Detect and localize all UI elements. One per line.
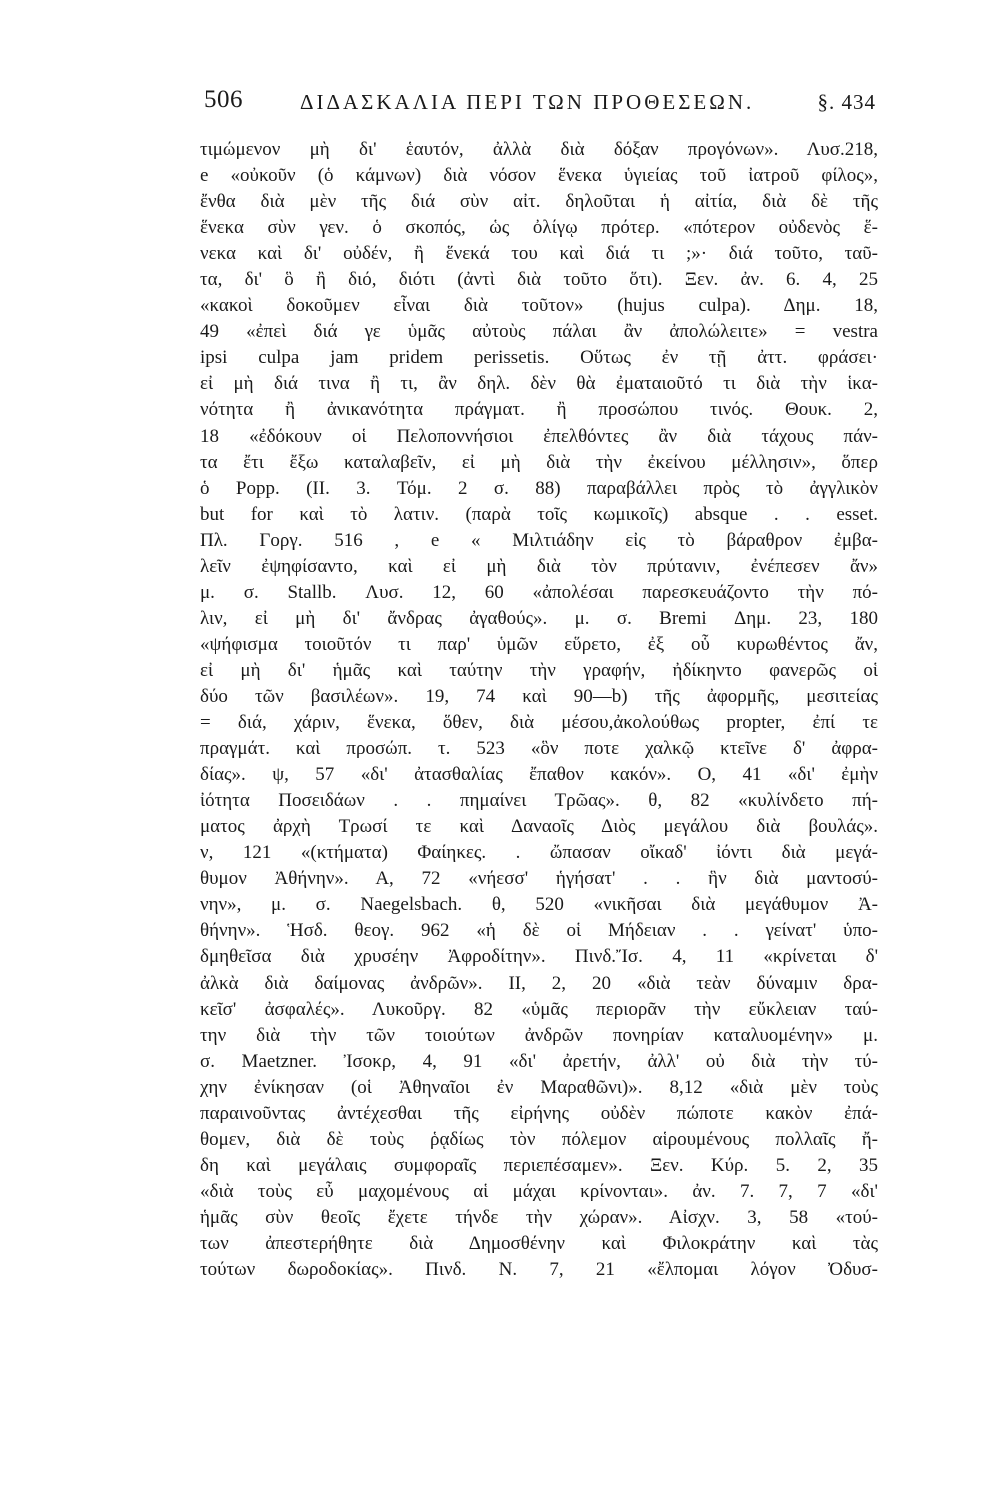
section-reference: §. 434 [817, 90, 876, 114]
text-line: λεῖν ἐψηφίσαντο, καὶ εἰ μὴ διὰ τὸν πρύτανιν, ἐνέπεσεν ἄν» [200, 555, 878, 577]
text-line: = διά, χάριν, ἕνεκα, ὅθεν, διὰ μέσου,ἀκολούθως propter, ἐπί τε [200, 712, 878, 734]
text-line: την διὰ τὴν τῶν τοιούτων ἀνδρῶν πονηρίαν καταλυομένην» μ. [200, 1024, 878, 1046]
running-head [200, 86, 880, 126]
text-line: δύο τῶν βασιλέων». 19, 74 καὶ 90—b) τῆς ἀφορμῆς, μεσιτείας [200, 685, 878, 707]
text-line: κεῖσ' ἀσφαλές». Λυκοῦργ. 82 «ὑμᾶς περιορᾶν τὴν εὔκλειαν ταύ- [200, 998, 878, 1020]
text-line: τα ἔτι ἔξω καταλαβεῖν, εἰ μὴ διὰ τὴν ἐκείνου μέλλησιν», ὅπερ [200, 451, 878, 473]
running-title: ΔΙΔΑΣΚΑΛΙΑ ΠΕΡΙ ΤΩΝ ΠΡΟΘΕΣΕΩΝ. [300, 90, 755, 114]
text-line: εἰ μὴ διά τινα ἢ τι, ἂν δηλ. δὲν θὰ ἐματαιοῦτό τι διὰ τὴν ἱκα- [200, 373, 878, 395]
text-line: δίας». ψ, 57 «δι' ἀτασθαλίας ἔπαθον κακόν». Ο, 41 «δι' ἐμὴν [200, 764, 878, 786]
body-text [200, 137, 878, 1283]
text-line: ἔνθα διὰ μὲν τῆς διά σὺν αἰτ. δηλοῦται ἡ αἰτία, διὰ δὲ τῆς [200, 191, 878, 213]
text-line: ἀλκὰ διὰ δαίμονας ἀνδρῶν». II, 2, 20 «διὰ τεὰν δύναμιν δρα- [200, 972, 878, 994]
text-line: ἰότητα Ποσειδάων . . πημαίνει Τρῶας». θ, 82 «κυλίνδετο πή- [200, 790, 878, 812]
text-line: ματος ἀρχὴ Τρωσί τε καὶ Δαναοῖς Διὸς μεγάλου διὰ βουλάς». [200, 816, 878, 838]
text-line: νότητα ἢ ἀνικανότητα πράγματ. ἢ προσώπου τινός. Θουκ. 2, [200, 399, 878, 421]
text-line: ἡμᾶς σὺν θεοῖς ἔχετε τήνδε τὴν χώραν». Αἰσχν. 3, 58 «τού- [200, 1206, 878, 1228]
text-line: Πλ. Γοργ. 516 , e « Μιλτιάδην εἰς τὸ βάραθρον ἐμβα- [200, 529, 878, 551]
text-line: σ. Maetzner. Ἰσοκρ, 4, 91 «δι' ἀρετήν, ἀλλ' οὐ διὰ τὴν τύ- [200, 1050, 878, 1072]
text-line: δη καὶ μεγάλαις συμφοραῖς περιεπέσαμεν». Ξεν. Κύρ. 5. 2, 35 [200, 1154, 878, 1176]
text-line: νην», μ. σ. Naegelsbach. θ, 520 «νικῆσαι διὰ μεγάθυμον Ἀ- [200, 894, 878, 916]
text-line: νεκα καὶ δι' οὐδέν, ἢ ἕνεκά του καὶ διά τι ;»· διά τοῦτο, ταῦ- [200, 243, 878, 265]
text-line: λιν, εἰ μὴ δι' ἄνδρας ἀγαθούς». μ. σ. Bremi Δημ. 23, 180 [200, 607, 878, 629]
text-line: 18 «ἐδόκουν οἱ Πελοποννήσιοι ἐπελθόντες ἂν διὰ τάχους πάν- [200, 425, 878, 447]
text-line: θυμον Ἀθήνην». Α, 72 «νήεσσ' ἡγήσατ' . . ἣν διὰ μαντοσύ- [200, 868, 878, 890]
text-line: εἰ μὴ δι' ἡμᾶς καὶ ταύτην τὴν γραφήν, ἠδίκηντο φανερῶς οἱ [200, 659, 878, 681]
text-line: ἕνεκα σὺν γεν. ὁ σκοπός, ὡς ὀλίγῳ πρότερ. «πότερον οὐδενὸς ἕ- [200, 217, 878, 239]
text-line: μ. σ. Stallb. Λυσ. 12, 60 «ἀπολέσαι παρεσκευάζοντο τὴν πό- [200, 581, 878, 603]
text-line: θήνην». Ἡσδ. θεογ. 962 «ἡ δὲ οἱ Μήδειαν . . γείνατ' ὑπο- [200, 920, 878, 942]
text-line: «ψήφισμα τοιοῦτόν τι παρ' ὑμῶν εὕρετο, ἐξ οὗ κυρωθέντος ἄν, [200, 633, 878, 655]
text-line: θομεν, διὰ δὲ τοὺς ῥᾳδίως τὸν πόλεμον αἱρουμένους πολλαῖς ἤ- [200, 1128, 878, 1150]
text-line: ὁ Popp. (II. 3. Τόμ. 2 σ. 88) παραβάλλει πρὸς τὸ ἀγγλικὸν [200, 477, 878, 499]
text-line: δμηθεῖσα διὰ χρυσέην Ἀφροδίτην». Πινδ.Ἴσ. 4, 11 «κρίνεται δ' [200, 946, 878, 968]
text-line: χην ἐνίκησαν (οἱ Ἀθηναῖοι ἐν Μαραθῶνι)». 8,12 «διὰ μὲν τοὺς [200, 1076, 878, 1098]
text-line: τιμώμενον μὴ δι' ἑαυτόν, ἀλλὰ διὰ δόξαν προγόνων». Λυσ.218, [200, 139, 878, 160]
page-number: 506 [204, 86, 243, 113]
text-line: πραγμάτ. καὶ προσώπ. τ. 523 «ὃν ποτε χαλκῷ κτεῖνε δ' ἀφρα- [200, 738, 878, 760]
text-line: των ἀπεστερήθητε διὰ Δημοσθένην καὶ Φιλοκράτην καὶ τὰς [200, 1232, 878, 1254]
text-line: «κακοὶ δοκοῦμεν εἶναι διὰ τοῦτον» (hujus culpa). Δημ. 18, [200, 295, 878, 317]
text-line: e «οὐκοῦν (ὁ κάμνων) διὰ νόσον ἕνεκα ὑγιείας τοῦ ἰατροῦ φίλος», [200, 165, 878, 187]
text-line: παραινοῦντας ἀντέχεσθαι τῆς εἰρήνης οὐδὲν πώποτε κακὸν ἐπά- [200, 1102, 878, 1124]
text-line: «διὰ τοὺς εὖ μαχομένους αἱ μάχαι κρίνονται». ἀν. 7. 7, 7 «δι' [200, 1180, 878, 1202]
text-line: ipsi culpa jam pridem perissetis. Οὕτως ἐν τῇ ἀττ. φράσει· [200, 347, 878, 369]
text-line: τα, δι' ὃ ἢ διό, διότι (ἀντὶ διὰ τοῦτο ὅτι). Ξεν. ἀν. 6. 4, 25 [200, 269, 878, 291]
text-line: τούτων δωροδοκίας». Πινδ. Ν. 7, 21 «ἔλπομαι λόγον Ὀδυσ- [200, 1259, 878, 1281]
text-line: ν, 121 «(κτήματα) Φαίηκες. . ὤπασαν οἴκαδ' ἰόντι διὰ μεγά- [200, 842, 878, 864]
text-line: but for καὶ τὸ λατιν. (παρὰ τοῖς κωμικοῖς) absque . . esset. [200, 503, 878, 525]
text-line: 49 «ἐπεὶ διά γε ὑμᾶς αὐτοὺς πάλαι ἂν ἀπολώλειτε» = vestra [200, 321, 878, 343]
